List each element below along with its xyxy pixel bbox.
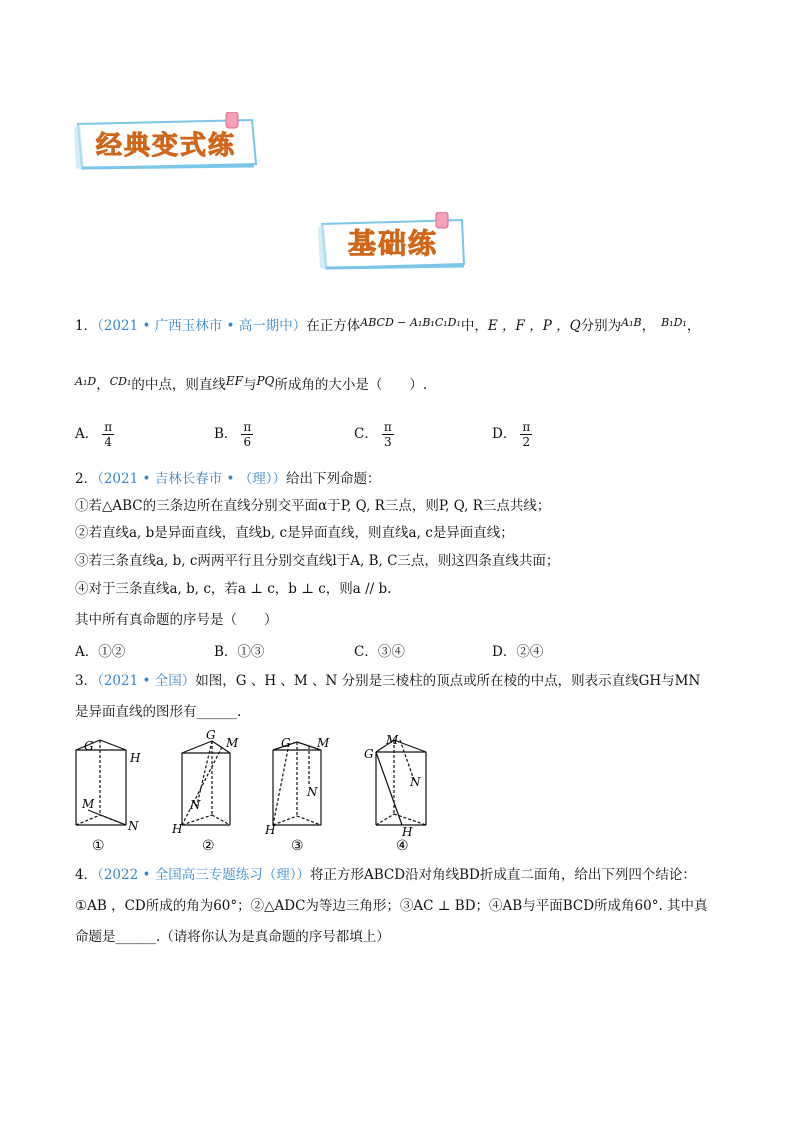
q1-line2-b: 所成角的大小是（ ）. [274, 377, 428, 393]
q3-number: 3． [75, 673, 98, 689]
q1-seg1: A₁B [621, 316, 642, 329]
q1-line2 [75, 372, 427, 394]
q1-option-c-num: π [383, 420, 392, 434]
q1-option-a-frac [102, 420, 114, 449]
q2-number: 2． [75, 471, 98, 487]
q1-cube: ABCD − A₁B₁C₁D₁ [360, 316, 461, 329]
q2-option-c: C．③④ [354, 644, 405, 660]
q3-fig3-label-m: M [317, 736, 330, 750]
q1-option-c-den: 3 [383, 435, 392, 449]
q3-fig1-label-m: M [82, 797, 95, 811]
q3-figure-3 [263, 730, 343, 855]
q2-line1 [75, 470, 381, 488]
q4-line2: ①AB ，CD所成的角为60°；②△ADC为等边三角形；③AC ⊥ BD；④AB与平面BCD所成角60°. 其中真 [75, 898, 708, 914]
q3-fig2-label-g: G [206, 728, 216, 742]
q2-source: （2021 • 吉林长春市 • （理）） [97, 471, 287, 487]
q3-figure-2 [172, 727, 252, 855]
q1-text-b: 中， [460, 318, 488, 334]
q1-source: （2021 • 广西玉林市 • 高一期中） [97, 318, 307, 334]
q3-text: 如图，G 、H 、M 、N 分别是三棱柱的顶点或所在棱的中点，则表示直线GH与MN [195, 673, 701, 689]
q3-fig3-label-h: H [265, 823, 276, 837]
q1-option-d [492, 420, 532, 449]
q4-line3: 命题是______.（请将你认为是真命题的序号都填上） [75, 929, 390, 945]
q3-figure-1 [70, 730, 150, 855]
q1-option-d-num: π [522, 420, 531, 434]
q1-comma1: ， [641, 318, 656, 334]
q4-line1 [75, 866, 696, 884]
q3-fig4-label-g: G [364, 747, 374, 761]
q1-option-b-label: B． [214, 426, 238, 442]
q2-statement-2: ②若直线a, b是异面直线，直线b, c是异面直线，则直线a, c是异面直线； [75, 525, 514, 541]
q3-fig1-label-n: N [128, 819, 139, 833]
q2-option-a: A．①② [75, 644, 126, 660]
q2-statement-1: ①若△ABC的三条边所在直线分别交平面α于P, Q, R三点，则P, Q, R三点共线； [75, 498, 551, 514]
q1-text-c: 分别为 [580, 318, 622, 334]
q1-points: E ，F ，P ，Q [487, 318, 581, 334]
q1-comma2: ， [686, 318, 701, 334]
q3-source: （2021 • 全国） [97, 673, 196, 689]
q2-option-d: D．②④ [492, 644, 544, 660]
q2-statement-3: ③若三条直线a, b, c两两平行且分别交直线l于A, B, C三点，则这四条直线共面； [75, 553, 560, 569]
q2-statement-4: ④对于三条直线a, b, c，若a ⊥ c，b ⊥ c，则a // b. [75, 581, 392, 597]
q2-ask: 其中所有真命题的序号是（ ） [75, 612, 278, 628]
banner-basic [318, 212, 468, 272]
q3-fig2-label-h: H [172, 822, 183, 836]
q1-option-a-label: A． [75, 426, 99, 442]
q1-option-b-num: π [243, 420, 252, 434]
banner-basic-text: 基础练 [347, 227, 438, 260]
banner-classic [72, 112, 260, 174]
q3-fig3-id: ③ [291, 838, 304, 854]
banner-classic-text: 经典变式练 [95, 130, 236, 161]
q3-fig1-label-h: H [130, 751, 141, 765]
q1-option-c-label: C． [354, 426, 378, 442]
q1-option-d-den: 2 [522, 435, 531, 449]
q3-fig3-label-g: G [281, 736, 291, 750]
q1-number: 1． [75, 318, 98, 334]
q3-fig1-id: ① [92, 838, 105, 854]
q3-line1 [75, 672, 700, 690]
q3-line2: 是异面直线的图形有______. [75, 704, 242, 720]
q3-fig1-label-g: G [84, 739, 94, 753]
q1-pq: PQ [256, 374, 275, 388]
q1-line2-seg1: A₁D [75, 375, 97, 388]
q3-fig3-label-n: N [307, 785, 318, 799]
q1-yu: 与 [242, 377, 257, 393]
q4-source: （2022 • 全国高三专题练习（理）） [97, 867, 310, 883]
q2-option-b: B．①③ [214, 644, 265, 660]
q1-option-c-frac [382, 420, 394, 449]
q1-option-b-den: 6 [243, 435, 252, 449]
q1-option-a [75, 420, 114, 449]
q1-comma3: ， [96, 377, 110, 393]
q1-option-c [354, 420, 394, 449]
q1-option-a-den: 4 [104, 435, 113, 449]
q1-ef: EF [225, 374, 243, 388]
q3-fig4-label-m: M [386, 733, 399, 747]
q1-line2-seg2: CD₁ [109, 375, 132, 388]
q1-option-a-num: π [104, 420, 113, 434]
q4-number: 4． [75, 867, 98, 883]
q3-fig2-id: ② [202, 838, 215, 854]
q1-option-d-label: D． [492, 426, 517, 442]
q2-intro: 给出下列命题： [286, 471, 381, 487]
q1-option-b [214, 420, 253, 449]
q3-figure-4 [362, 730, 442, 855]
q3-fig4-id: ④ [396, 838, 409, 854]
q3-fig4-label-n: N [410, 775, 421, 789]
q3-fig2-label-n: N [190, 798, 201, 812]
q1-text-a: 在正方体 [306, 318, 361, 334]
q1-seg2: B₁D₁ [661, 316, 687, 329]
q3-fig4-label-h: H [402, 825, 413, 839]
q1-option-d-frac [520, 420, 532, 449]
q1-line2-a: 的中点，则直线 [131, 377, 226, 393]
q4-text: 将正方形ABCD沿对角线BD折成直二面角，给出下列四个结论： [310, 867, 696, 883]
q3-fig2-label-m: M [226, 736, 239, 750]
q1-option-b-frac [241, 420, 253, 449]
q1-line1 [75, 314, 700, 335]
